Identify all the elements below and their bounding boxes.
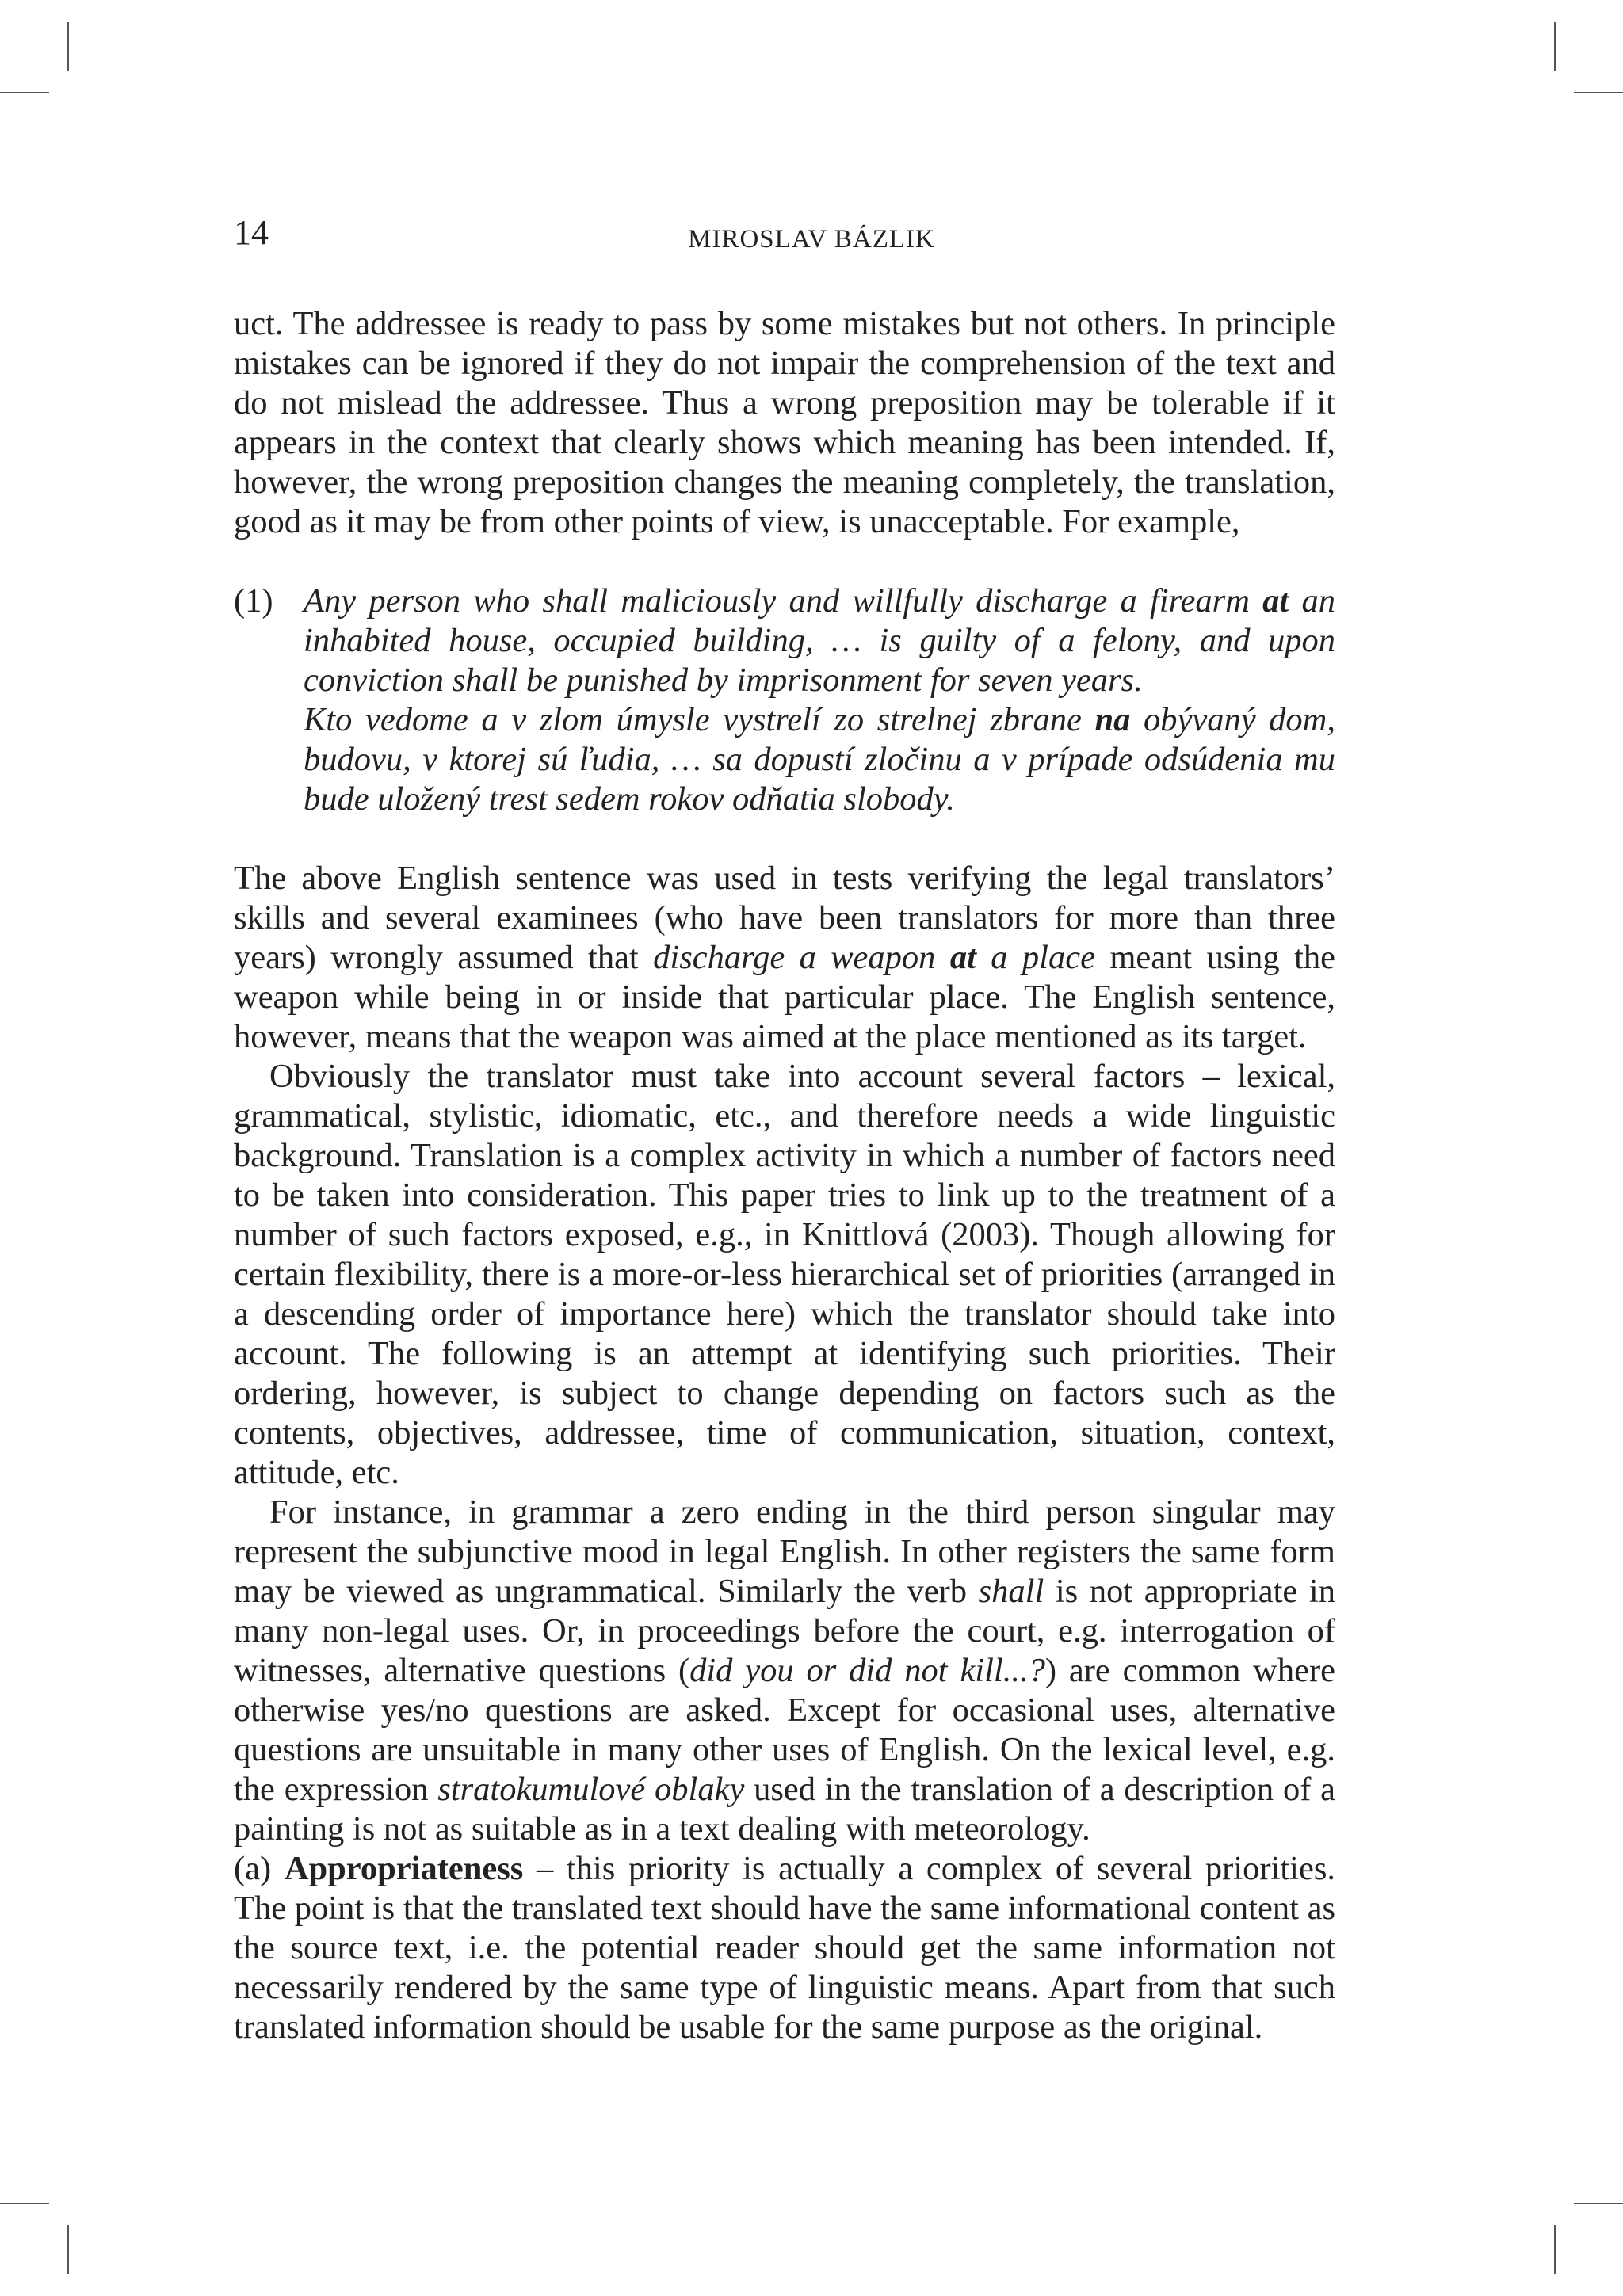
crop-mark-bottom-right-v (1554, 2225, 1556, 2274)
italic-run: did you or did not kill...? (689, 1652, 1045, 1689)
example-english (304, 582, 1335, 700)
paragraph-obviously: Obviously the translator must take into account several factors – lexical, grammatical, stylistic, idiomatic, etc., and therefore needs a wide linguistic background. Translation is a complex activity in which a number of factors need to be taken into consideration. This paper tries to link up to the treatment of a number of such factors exposed, e.g., in Knittlová (2003). Though allowing for certain flexibility, there is a more-or-less hierarchical set of priorities (arranged in a descending order of importance here) which the translator should take into account. The following is an attempt at identifying such priorities. Their ordering, however, is subject to change depending on factors such as the contents, objectives, addressee, time of communication, situation, context, attitude, etc. (234, 1058, 1335, 1491)
text-run: used in the translation of a description of a painting is not as suitable as in a text dealing with meteorology. (234, 1771, 1335, 1848)
italic-run: shall (978, 1573, 1044, 1610)
text-run: ) are common where otherwise yes/no questions are asked. Except for occasional uses, alternative questions are unsuitable in many other uses of English. On the lexical level, e.g. the expression (234, 1652, 1335, 1808)
crop-mark-bottom-right-h (1574, 2203, 1623, 2204)
list-label: (a) (234, 1850, 285, 1887)
example-slovak-part: obývaný dom, budovu, v ktorej sú ľudia, … sa dopustí zločinu a v prípade odsúdenia mu bude uložený trest sedem rokov odňatia slobody. (304, 701, 1335, 818)
italic-run: a place (976, 939, 1095, 976)
text-run: The above English sentence was used in tests verifying the legal translators’ skills and several examinees (who have been translators for more than three years) wrongly assumed that (234, 860, 1335, 976)
example-slovak-bold: na (1094, 701, 1131, 738)
crop-mark-bottom-left-v (67, 2225, 69, 2274)
paragraph-intro (234, 304, 1335, 542)
italic-run: discharge a weapon (653, 939, 950, 976)
page-number: 14 (234, 213, 269, 252)
crop-mark-top-right-v (1554, 22, 1556, 71)
term-bold: Appropriateness (284, 1850, 524, 1887)
example-1 (234, 582, 1335, 819)
crop-mark-top-right-h (1574, 92, 1623, 93)
paragraph-above (234, 859, 1335, 1057)
italic-run: stratokumulové oblaky (437, 1771, 745, 1808)
example-body (304, 582, 1335, 819)
body-text (234, 859, 1335, 1849)
text-run: meant using the weapon while being in or inside that particular place. The English sentence, however, means that the weapon was aimed at the place mentioned as its target. (234, 939, 1335, 1055)
crop-mark-bottom-left-h (0, 2203, 49, 2204)
example-slovak-part: Kto vedome a v zlom úmysle vystrelí zo strelnej zbrane (304, 701, 1095, 738)
text-run: For instance, in grammar a zero ending in the third person singular may represent the subjunctive mood in legal English. In other registers the same form may be viewed as ungrammatical. Similarly the verb (234, 1493, 1335, 1610)
running-head: MIROSLAV BÁZLIK (688, 225, 935, 254)
appropriateness-text (234, 1849, 1335, 2047)
example-english-bold: at (1262, 582, 1289, 620)
example-english-part: Any person who shall maliciously and willfully discharge a firearm (304, 582, 1263, 620)
example-english-part: an inhabited house, occupied building, … is guilty of a felony, and upon conviction shall be punished by imprisonment for seven years. (304, 582, 1336, 699)
crop-mark-top-left-h (0, 92, 49, 93)
paragraph-appropriateness (234, 1849, 1335, 2047)
example-number: (1) (234, 582, 273, 620)
paragraph-instance (234, 1493, 1335, 1849)
text-run: is not appropriate in many non-legal uses. Or, in proceedings before the court, e.g. interrogation of witnesses, alternative questions ( (234, 1573, 1335, 1689)
bold-italic-run: at (949, 939, 976, 976)
example-slovak (304, 700, 1335, 819)
paragraph-intro-text: uct. The addressee is ready to pass by some mistakes but not others. In principle mistakes can be ignored if they do not impair the comprehension of the text and do not mislead the addressee. Thus a wrong preposition may be tolerable if it appears in the context that clearly shows which meaning has been intended. If, however, the wrong preposition changes the meaning completely, the translation, good as it may be from other points of view, is unacceptable. For example, (234, 305, 1335, 540)
text-run: – this priority is actually a complex of several priorities. The point is that the translated text should have the same informational content as the source text, i.e. the potential reader should get the same information not necessarily rendered by the same type of linguistic means. Apart from that such translated information should be usable for the same purpose as the original. (234, 1850, 1335, 2046)
crop-mark-top-left-v (67, 22, 69, 71)
